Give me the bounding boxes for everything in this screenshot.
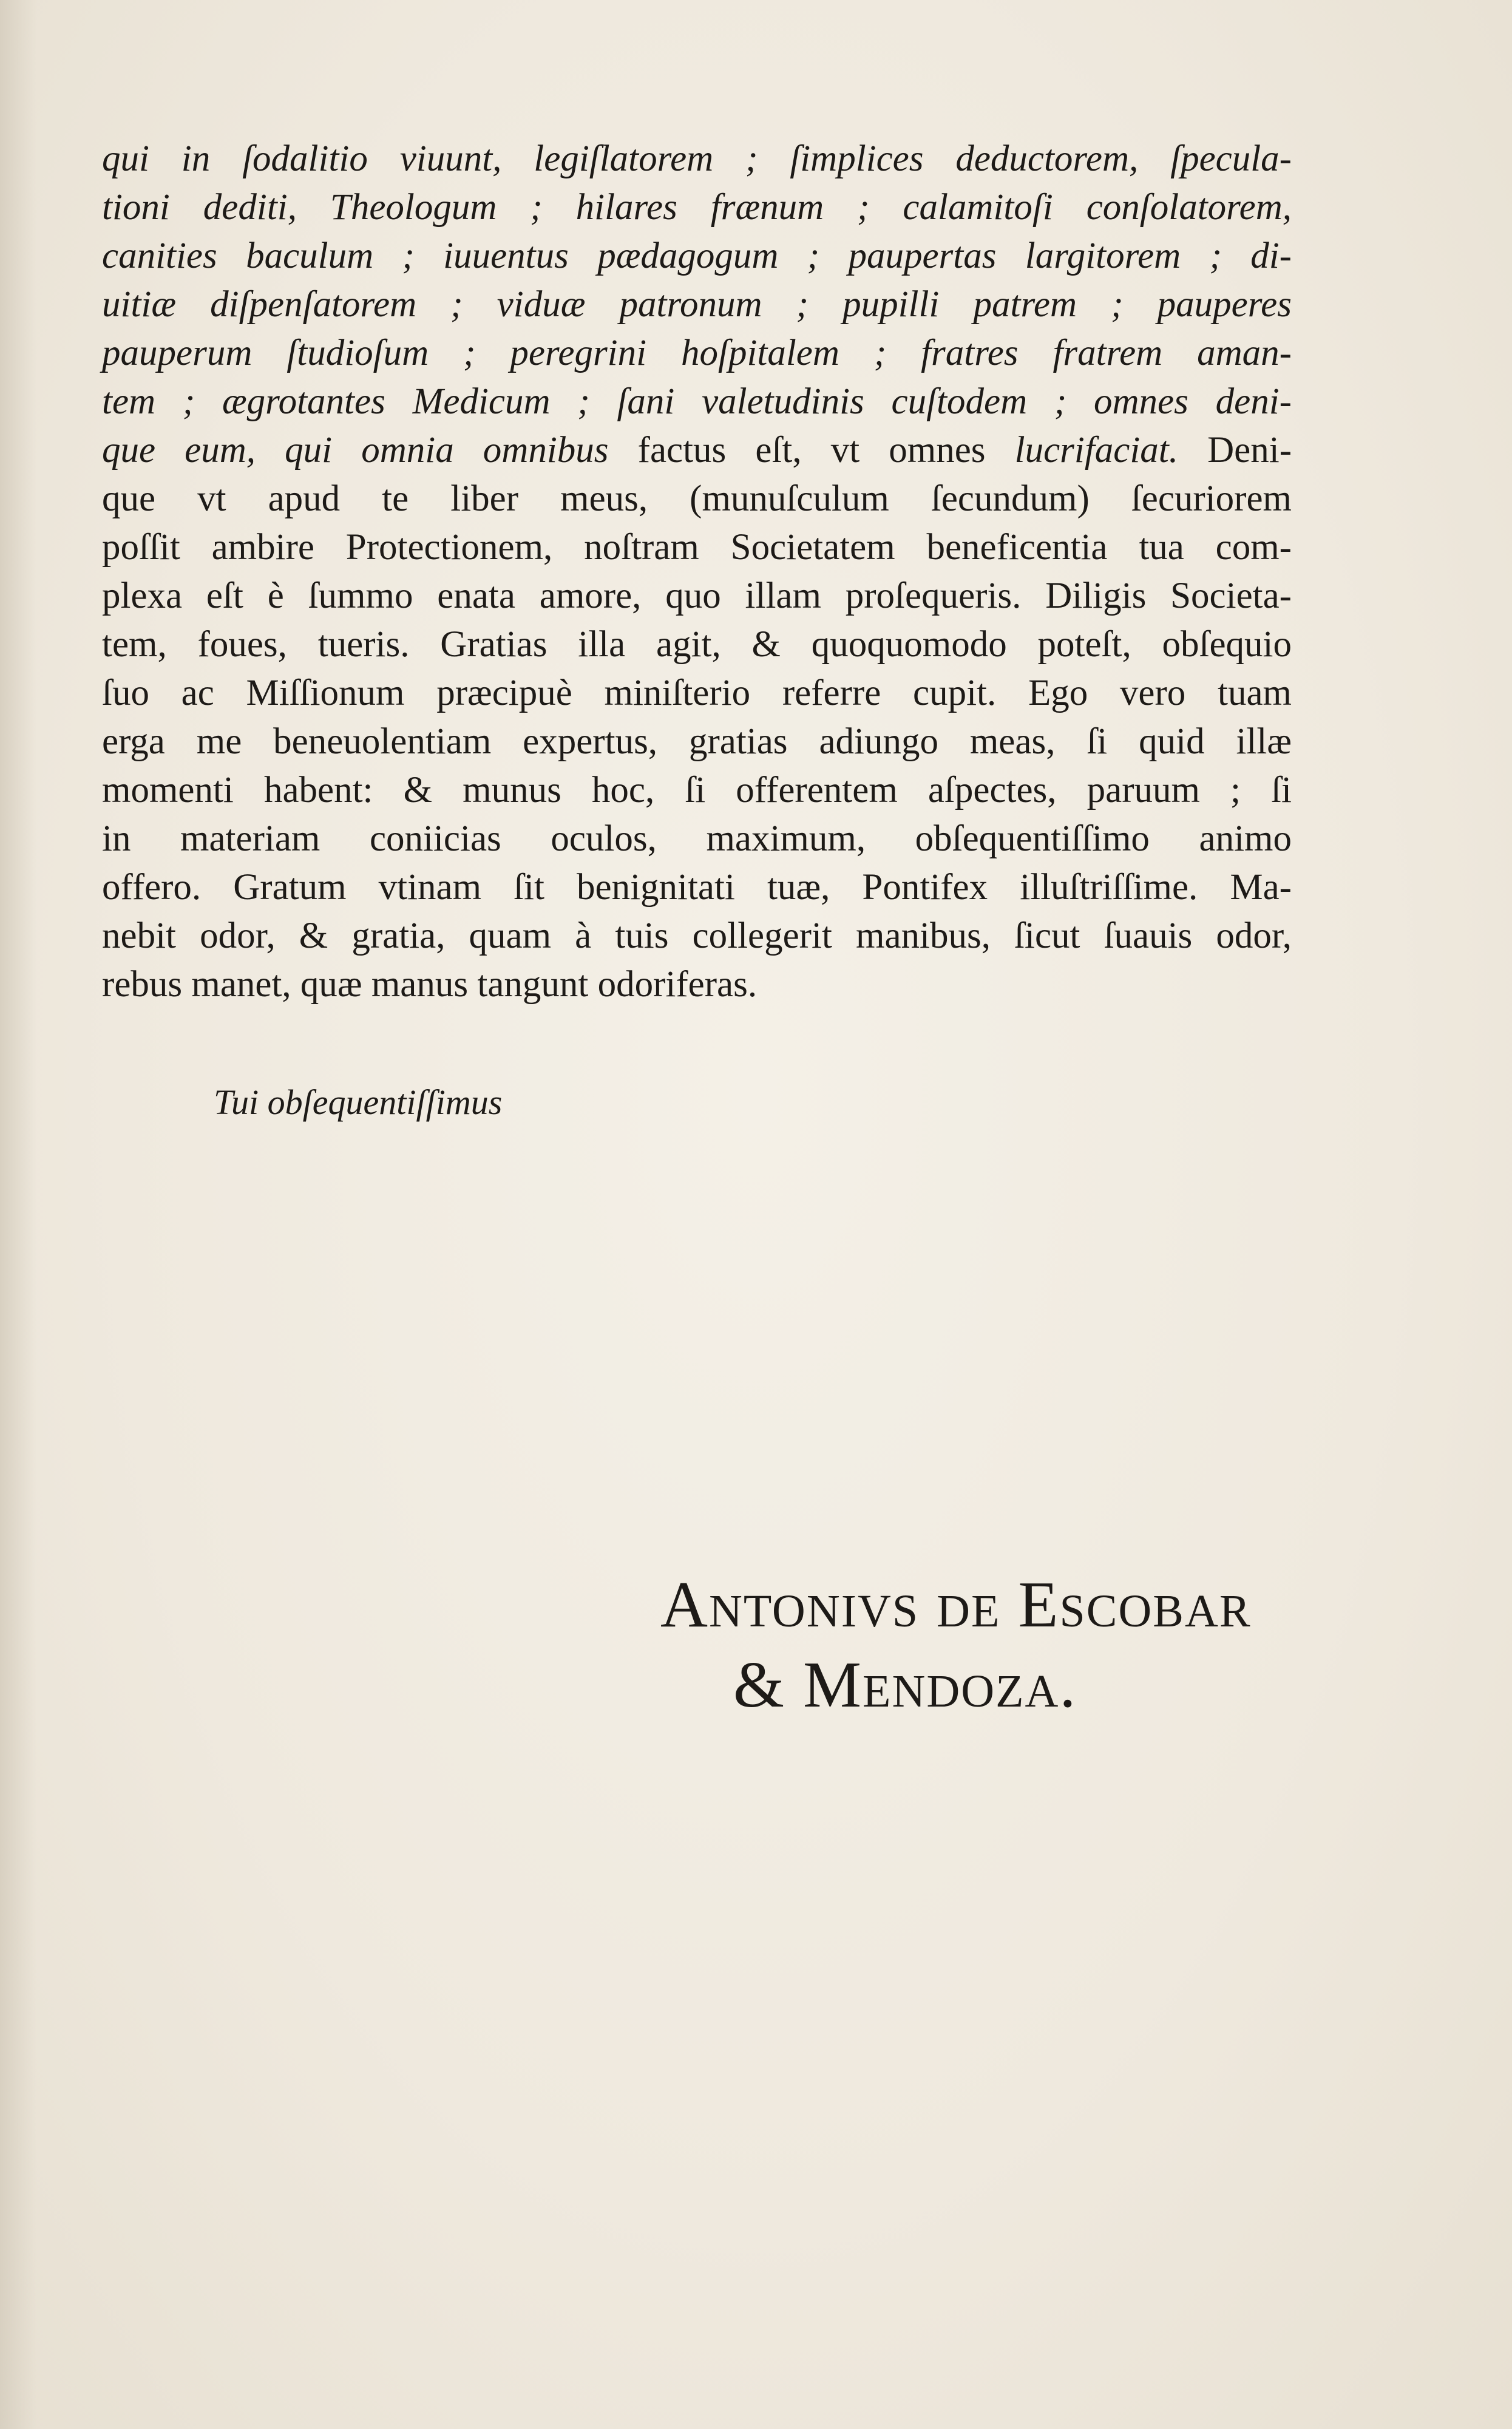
italic-segment: canities baculum ; iuuentus pædagogum ; paupertas largitorem ; di- — [102, 236, 1292, 276]
text-line — [102, 232, 1292, 280]
italic-segment: que eum, qui omnia omnibus — [102, 430, 638, 471]
roman-segment: in materiam coniicias oculos, maximum, obſequentiſſimo animo — [102, 818, 1292, 859]
text-line — [102, 912, 1292, 960]
text-line — [102, 135, 1292, 183]
roman-segment: nebit odor, & gratia, quam à tuis collegerit manibus, ſicut ſuauis odor, — [102, 916, 1292, 956]
roman-segment: poſſit ambire Protectionem, noſtram Societatem beneficentia tua com- — [102, 527, 1292, 568]
text-line — [102, 815, 1292, 863]
text-line — [102, 960, 1292, 1009]
text-line — [102, 863, 1292, 912]
roman-segment: plexa eſt è ſummo enata amore, quo illam proſequeris. Diligis Societa- — [102, 576, 1292, 616]
text-line — [102, 426, 1292, 475]
author-signature — [660, 1565, 1292, 1725]
roman-segment: que vt apud te liber meus, (munuſculum ſecundum) ſecuriorem — [102, 478, 1292, 519]
italic-segment: pauperum ſtudioſum ; peregrini hoſpitalem ; fratres fratrem aman- — [102, 333, 1292, 373]
roman-segment: tem, foues, tueris. Gratias illa agit, & quoquomodo poteſt, obſequio — [102, 624, 1292, 665]
text-line — [102, 475, 1292, 523]
roman-segment: Deni- — [1178, 430, 1292, 471]
italic-segment: qui in ſodalitio viuunt, legiſlatorem ; ſimplices deductorem, ſpecula- — [102, 138, 1292, 179]
text-line — [102, 329, 1292, 378]
italic-segment: tioni dediti, Theologum ; hilares frænum ; calamitoſi conſolatorem, — [102, 187, 1292, 228]
italic-segment: tem ; ægrotantes Medicum ; ſani valetudinis cuſtodem ; omnes deni- — [102, 381, 1292, 422]
roman-segment: ſuo ac Miſſionum præcipuè miniſterio referre cupit. Ego vero tuam — [102, 673, 1292, 713]
text-line — [102, 183, 1292, 232]
gutter-shadow — [0, 0, 36, 2429]
text-line — [102, 766, 1292, 815]
text-line — [102, 669, 1292, 718]
italic-segment: uitiæ diſpenſatorem ; viduæ patronum ; pupilli patrem ; pauperes — [102, 284, 1292, 325]
text-line — [102, 620, 1292, 669]
text-line — [102, 572, 1292, 620]
text-line — [102, 280, 1292, 329]
roman-segment: momenti habent: & munus hoc, ſi offerentem aſpectes, paruum ; ſi — [102, 770, 1292, 810]
italic-segment: lucrifaciat. — [1014, 430, 1179, 471]
roman-segment: offero. Gratum vtinam ſit benignitati tuæ, Pontifex illuſtriſſime. Ma- — [102, 867, 1292, 908]
roman-segment: erga me beneuolentiam expertus, gratias adiungo meas, ſi quid illæ — [102, 721, 1292, 762]
roman-segment: rebus manet, quæ manus tangunt odoriferas. — [102, 964, 758, 1005]
body-text — [102, 135, 1292, 1009]
signature-line-2: & Mendoza. — [733, 1649, 1077, 1721]
text-line — [102, 378, 1292, 426]
roman-segment: factus eſt, vt omnes — [637, 430, 1015, 471]
signature-line-1: Antonivs de Escobar — [660, 1569, 1252, 1641]
closing-formula: Tui obſequentiſſimus — [214, 1082, 503, 1122]
text-line — [102, 523, 1292, 572]
text-line — [102, 718, 1292, 766]
